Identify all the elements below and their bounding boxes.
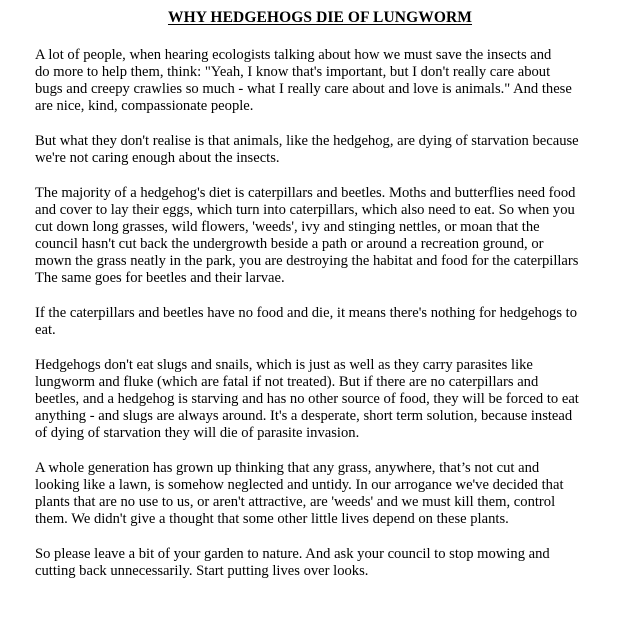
document-body [35,47,615,598]
text-line: The same goes for beetles and their larvae. [35,270,285,286]
text-line: are nice, kind, compassionate people. [35,98,254,114]
text-line: The majority of a hedgehog's diet is caterpillars and beetles. Moths and butterflies need food [35,185,576,201]
text-line: do more to help them, think: "Yeah, I know that's important, but I don't really care about [35,64,551,80]
text-line: But what they don't realise is that animals, like the hedgehog, are dying of starvation because [35,133,579,149]
paragraph-whole-generation [35,460,615,528]
text-line: cut down long grasses, wild flowers, 'weeds', ivy and stinging nettles, or moan that the [35,219,540,235]
text-line: plants that are no use to us, or aren't attractive, are 'weeds' and we must kill them, control [35,494,556,510]
text-line: them. We didn't give a thought that some other little lives depend on these plants. [35,511,509,527]
text-line: A lot of people, when hearing ecologists talking about how we must save the insects and [35,47,552,63]
text-line: If the caterpillars and beetles have no food and die, it means there's nothing for hedgehogs to [35,305,578,321]
text-line: lungworm and fluke (which are fatal if not treated). But if there are no caterpillars and [35,374,539,390]
paragraph-intro [35,47,615,115]
text-line: beetles, and a hedgehog is starving and has no other source of food, they will be forced to eat [35,391,579,407]
text-line: anything - and slugs are always around. It's a desperate, short term solution, because instead [35,408,573,424]
text-line: looking like a lawn, is somehow neglected and untidy. In our arrogance we've decided that [35,477,564,493]
text-line: cutting back unnecessarily. Start putting lives over looks. [35,563,369,579]
paragraph-nothing-to-eat [35,305,615,339]
text-line: mown the grass neatly in the park, you are destroying the habitat and food for the caterpillars [35,253,579,269]
text-line: of dying of starvation they will die of parasite invasion. [35,425,360,441]
text-line: A whole generation has grown up thinking that any grass, anywhere, that’s not cut and [35,460,540,476]
text-line: council hasn't cut back the undergrowth beside a path or around a recreation ground, or [35,236,544,252]
text-line: eat. [35,322,56,338]
paragraph-slugs-and-snails [35,357,615,442]
text-line: and cover to lay their eggs, which turn into caterpillars, which also need to eat. So when you [35,202,575,218]
text-line: we're not caring enough about the insects. [35,150,280,166]
paragraph-diet [35,185,615,287]
paragraph-call-to-action [35,546,615,580]
text-line: So please leave a bit of your garden to nature. And ask your council to stop mowing and [35,546,550,562]
document-title: WHY HEDGEHOGS DIE OF LUNGWORM [167,9,473,26]
paragraph-starvation [35,133,615,167]
text-line: Hedgehogs don't eat slugs and snails, which is just as well as they carry parasites like [35,357,533,373]
text-line: bugs and creepy crawlies so much - what I really care about and love is animals." And these [35,81,572,97]
